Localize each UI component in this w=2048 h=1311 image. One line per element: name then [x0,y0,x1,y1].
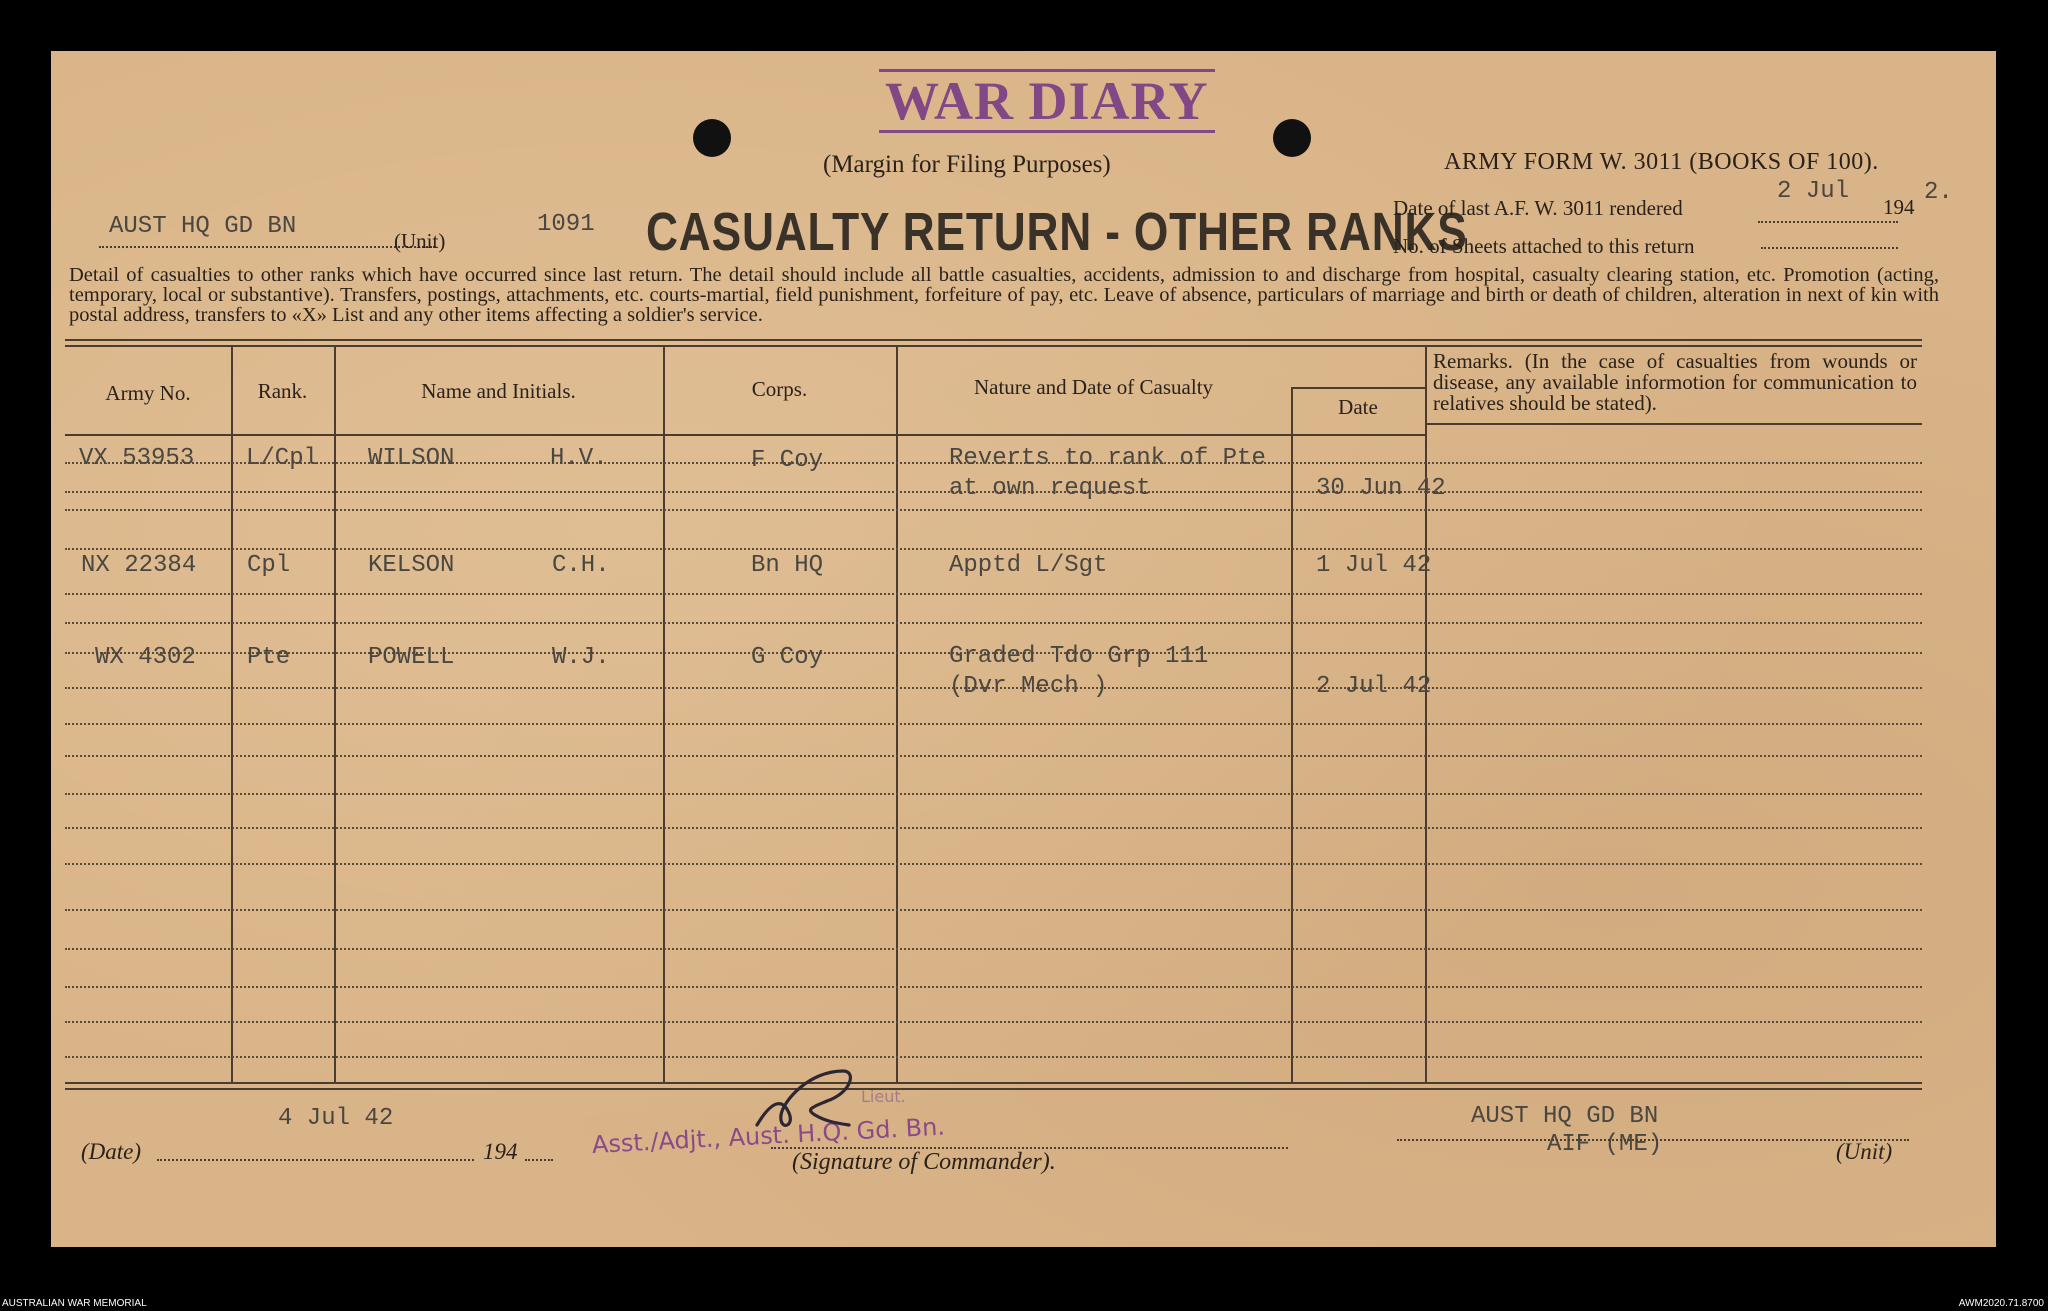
footer-year-line [525,1159,553,1161]
ruled-row-line [65,793,1922,795]
form-title: CASUALTY RETURN - OTHER RANKS [646,202,1468,262]
row2-corps: Bn HQ [751,552,824,579]
footer-unit-line [1397,1139,1909,1141]
ruled-row-line [65,948,1922,950]
header-underline [65,434,1425,436]
table-bottom-rule-2 [65,1088,1922,1090]
ruled-row-line [65,986,1922,988]
ruled-row-line [65,593,1922,595]
col-header-rank: Rank. [257,379,308,403]
footer-date-value: 4 Jul 42 [278,1105,394,1132]
caption-right: AWM2020.71.8700 [1958,1298,2044,1309]
filing-hole-left [693,119,731,157]
col-header-nature: Nature and Date of Casualty [973,375,1214,399]
table-bottom-rule-1 [65,1082,1922,1084]
ruled-row-line [65,509,1922,511]
detail-instructions: Detail of casualties to other ranks which have occurred since last return. The detail should include all battle casualties, accidents, admission to and discharge from hospital, casualty clearing station, etc. Promotion (acting, temporary, local or substantive). Transfers, postings, attachments, etc. courts-martial, field punishment, forfeiture of pay, etc. Leave of absence, particulars of marriage and birth or death of children, alteration in next of kin with postal address, transfers to «X» List and any other items affecting a soldier's service. [69,264,1939,326]
col-header-date: Date [1338,395,1378,419]
commander-signature [751,1065,861,1135]
row1-corps: F Coy [751,447,824,474]
col-header-army-no: Army No. [105,381,191,405]
sheets-label: No. of Sheets attached to this return [1393,234,1695,258]
unit-line [99,246,435,248]
unit-label: (Unit) [394,229,446,253]
row2-initials: C.H. [552,552,610,579]
form-number: 1091 [537,211,595,238]
row2-rank: Cpl [247,552,291,579]
row1-rank: L/Cpl [246,445,319,472]
ruled-row-line [65,827,1922,829]
last-rendered-value: 2 Jul [1777,178,1850,205]
last-rendered-label: Date of last A.F. W. 3011 rendered [1393,196,1683,220]
footer-unit-value-1: AUST HQ GD BN [1471,1103,1659,1130]
signature-label: (Signature of Commander). [792,1149,1056,1175]
row3-rank: Pte [247,644,291,671]
adjutant-stamp: Asst./Adjt., Aust. H.Q. Gd. Bn. [591,1112,946,1159]
adjutant-stamp-rank: Lieut. [861,1087,906,1106]
row3-corps: G Coy [751,644,824,671]
row3-nature-1: Graded Tdo Grp 111 [949,643,1209,670]
ruled-row-line [65,1021,1922,1023]
row3-army-no: WX 4302 [95,644,196,671]
row3-surname: POWELL [368,644,455,671]
row2-army-no: NX 22384 [81,552,197,579]
row2-surname: KELSON [368,552,455,579]
ruled-row-line [65,1056,1922,1058]
row1-army-no: VX 53953 [79,445,195,472]
remarks-header-rule [1425,423,1922,425]
col-header-remarks: Remarks. (In the case of casualties from wounds or disease, any available informotion for communication to relatives should be stated). [1433,349,1917,415]
row2-nature-1: Apptd L/Sgt [949,552,1108,579]
ruled-row-line [65,909,1922,911]
ruled-row-line [65,622,1922,624]
war-diary-stamp: WAR DIARY [879,69,1215,133]
row3-nature-2: (Dvr Mech ) [949,673,1108,700]
sheets-line [1761,247,1898,249]
footer-unit-value-2: AIF (ME) [1547,1131,1663,1158]
footer-unit-label: (Unit) [1836,1139,1893,1164]
ruled-row-line [65,755,1922,757]
form-id: ARMY FORM W. 3011 (BOOKS OF 100). [1444,149,1879,175]
filing-hole-right [1273,119,1311,157]
last-rendered-year: 194 [1883,195,1915,219]
row3-date: 2 Jul 42 [1316,673,1432,700]
table-top-rule-1 [65,339,1922,341]
col-divider-4 [896,347,898,1082]
ruled-row-line [65,863,1922,865]
col-divider-3 [663,347,665,1082]
row1-surname: WILSON [368,445,455,472]
footer-year-label: 194 [483,1139,518,1164]
date-header-rule [1291,387,1425,389]
row1-nature-2: at own request [949,475,1151,502]
ruled-row-line [65,723,1922,725]
casualty-return-card [51,51,1996,1247]
col-divider-2 [334,347,336,1082]
unit-value: AUST HQ GD BN [109,213,297,240]
row2-date: 1 Jul 42 [1316,552,1432,579]
col-divider-6 [1425,347,1427,1082]
margin-note: (Margin for Filing Purposes) [823,151,1111,178]
table-top-rule-2 [65,345,1922,347]
row1-date: 30 Jun 42 [1316,475,1446,502]
last-rendered-year-digit: 2. [1924,179,1953,206]
col-header-corps: Corps. [751,377,808,401]
footer-date-line [157,1159,474,1161]
ruled-row-line [65,548,1922,550]
row1-nature-1: Reverts to rank of Pte [949,445,1266,472]
caption-left: AUSTRALIAN WAR MEMORIAL [2,1298,147,1309]
col-divider-1 [231,347,233,1082]
footer-date-label: (Date) [81,1139,142,1164]
col-header-name: Name and Initials. [421,379,576,403]
row1-initials: H.V. [550,445,608,472]
last-rendered-line [1758,221,1898,223]
row3-initials: W.J. [552,644,610,671]
